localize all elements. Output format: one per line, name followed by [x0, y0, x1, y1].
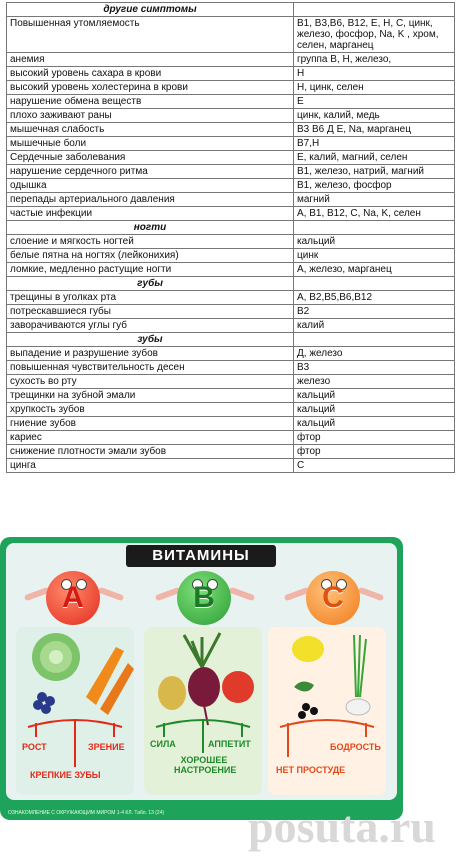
nutrient-cell: цинк, калий, медь — [294, 109, 455, 123]
nutrient-cell: Д, железо — [294, 347, 455, 361]
symptom-cell: выпадение и разрушение зубов — [7, 347, 294, 361]
label-appetite: АППЕТИТ — [208, 739, 251, 749]
symptom-cell: нарушение обмена веществ — [7, 95, 294, 109]
table-row — [7, 319, 455, 333]
symptom-cell: снижение плотности эмали зубов — [7, 445, 294, 459]
table-row — [7, 431, 455, 445]
nutrient-cell: кальций — [294, 235, 455, 249]
section-header-row — [7, 333, 455, 347]
nutrient-cell: магний — [294, 193, 455, 207]
symptoms-table — [6, 2, 455, 473]
nutrient-cell: группа B, H, железо, — [294, 53, 455, 67]
nutrient-cell: B2 — [294, 305, 455, 319]
vitamin-a-letter: A — [62, 581, 84, 614]
symptom-cell: мышечные боли — [7, 137, 294, 151]
table-row — [7, 305, 455, 319]
nutrient-cell: фтор — [294, 445, 455, 459]
section-header: губы — [7, 277, 294, 291]
section-header-row — [7, 3, 455, 17]
label-strong-teeth: КРЕПКИЕ ЗУБЫ — [30, 770, 101, 780]
label-vigor: БОДРОСТЬ — [330, 742, 381, 752]
symptom-cell: анемия — [7, 53, 294, 67]
table-row — [7, 123, 455, 137]
table-row — [7, 235, 455, 249]
symptom-cell: слоение и мягкость ногтей — [7, 235, 294, 249]
nutrient-cell: H — [294, 67, 455, 81]
nutrient-cell: B1, B3,B6, B12, E, H, C, цинк, железо, фосфор, Na, K , хром, селен, марганец — [294, 17, 455, 53]
vitamin-b-panel — [144, 627, 262, 795]
table-row — [7, 53, 455, 67]
label-vision: ЗРЕНИЕ — [88, 742, 125, 752]
table-row — [7, 375, 455, 389]
nutrient-cell: B3 — [294, 361, 455, 375]
label-strength: СИЛА — [150, 739, 176, 749]
section-header-blank — [294, 277, 455, 291]
nutrient-cell: кальций — [294, 417, 455, 431]
nutrient-cell: E — [294, 95, 455, 109]
nutrient-cell: цинк — [294, 249, 455, 263]
nutrient-cell: B1, железо, натрий, магний — [294, 165, 455, 179]
poster-footer: ОЗНАКОМЛЕНИЕ С ОКРУЖАЮЩИМ МИРОМ 1-4 КЛ. Табл. 13 (24) — [8, 810, 165, 816]
table-row — [7, 403, 455, 417]
nutrient-cell: B7,H — [294, 137, 455, 151]
section-header-blank — [294, 221, 455, 235]
symptom-cell: одышка — [7, 179, 294, 193]
nutrient-cell: A, B2,B5,B6,B12 — [294, 291, 455, 305]
nutrient-cell: A, железо, марганец — [294, 263, 455, 277]
table-row — [7, 417, 455, 431]
vitamins-poster — [0, 537, 403, 820]
symptom-cell: сухость во рту — [7, 375, 294, 389]
table-row — [7, 445, 455, 459]
vitamin-a-character — [46, 571, 100, 625]
section-header: ногти — [7, 221, 294, 235]
table-row — [7, 459, 455, 473]
symptom-cell: мышечная слабость — [7, 123, 294, 137]
symptom-cell: Повышенная утомляемость — [7, 17, 294, 53]
nutrient-cell: H, цинк, селен — [294, 81, 455, 95]
symptom-cell: белые пятна на ногтях (лейконихия) — [7, 249, 294, 263]
symptom-cell: перепады артериального давления — [7, 193, 294, 207]
table-row — [7, 263, 455, 277]
table-row — [7, 389, 455, 403]
arm-icon — [98, 587, 124, 602]
table-row — [7, 137, 455, 151]
nutrient-cell: калий — [294, 319, 455, 333]
poster-title: ВИТАМИНЫ — [126, 545, 276, 567]
table-row — [7, 361, 455, 375]
arm-icon — [358, 587, 384, 602]
table-row — [7, 109, 455, 123]
table-row — [7, 291, 455, 305]
nutrient-cell: фтор — [294, 431, 455, 445]
table-row — [7, 67, 455, 81]
symptom-cell: ломкие, медленно растущие ногти — [7, 263, 294, 277]
vitamin-b-character — [177, 571, 231, 625]
symptom-cell: трещинки на зубной эмали — [7, 389, 294, 403]
watermark: posuta.ru — [248, 801, 436, 852]
vitamin-b-letter: B — [193, 581, 215, 614]
nutrient-cell: кальций — [294, 389, 455, 403]
table-row — [7, 193, 455, 207]
nutrient-cell: B3 B6 Д E, Na, марганец — [294, 123, 455, 137]
section-header: другие симптомы — [7, 3, 294, 17]
section-header-row — [7, 221, 455, 235]
table-row — [7, 179, 455, 193]
table-row — [7, 81, 455, 95]
nutrient-cell: B1, железо, фосфор — [294, 179, 455, 193]
symptom-cell: потрескавшиеся губы — [7, 305, 294, 319]
label-growth: РОСТ — [22, 742, 47, 752]
section-header-blank — [294, 3, 455, 17]
table-row — [7, 17, 455, 53]
symptom-cell: кариес — [7, 431, 294, 445]
arm-icon — [229, 587, 255, 602]
vitamin-c-character — [306, 571, 360, 625]
vitamin-a-panel — [16, 627, 134, 795]
label-no-cold: НЕТ ПРОСТУДЕ — [276, 765, 346, 775]
symptom-cell: высокий уровень холестерина в крови — [7, 81, 294, 95]
nutrient-cell: железо — [294, 375, 455, 389]
label-good-mood: ХОРОШЕЕ НАСТРОЕНИЕ — [174, 755, 237, 775]
symptom-cell: трещины в уголках рта — [7, 291, 294, 305]
section-header-row — [7, 277, 455, 291]
table-row — [7, 165, 455, 179]
nutrient-cell: кальций — [294, 403, 455, 417]
symptom-cell: частые инфекции — [7, 207, 294, 221]
symptom-cell: гниение зубов — [7, 417, 294, 431]
table-row — [7, 249, 455, 263]
table-row — [7, 151, 455, 165]
table-row — [7, 207, 455, 221]
poster-panel — [6, 543, 397, 800]
symptom-cell: плохо заживают раны — [7, 109, 294, 123]
nutrient-cell: A, B1, B12, C, Na, K, селен — [294, 207, 455, 221]
symptom-cell: нарушение сердечного ритма — [7, 165, 294, 179]
table-row — [7, 95, 455, 109]
symptom-cell: Сердечные заболевания — [7, 151, 294, 165]
section-header: зубы — [7, 333, 294, 347]
symptom-cell: заворачиваются углы губ — [7, 319, 294, 333]
vitamin-c-panel — [268, 627, 386, 795]
vitamin-c-letter: C — [322, 581, 344, 614]
symptom-cell: цинга — [7, 459, 294, 473]
table-row — [7, 347, 455, 361]
symptom-cell: повышенная чувствительность десен — [7, 361, 294, 375]
section-header-blank — [294, 333, 455, 347]
symptom-cell: хрупкость зубов — [7, 403, 294, 417]
symptom-cell: высокий уровень сахара в крови — [7, 67, 294, 81]
nutrient-cell: E, калий, магний, селен — [294, 151, 455, 165]
nutrient-cell: C — [294, 459, 455, 473]
